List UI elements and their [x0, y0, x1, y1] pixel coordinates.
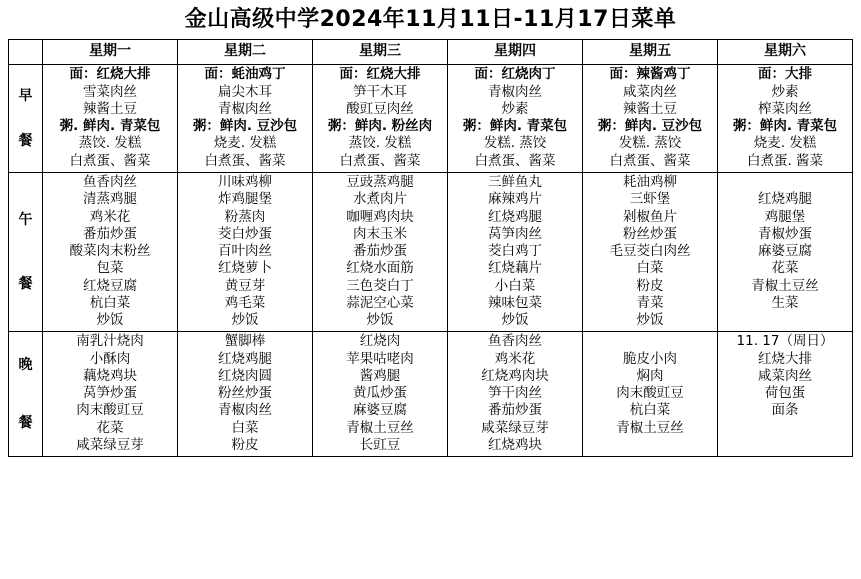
menu-item: 酱鸡腿	[359, 367, 401, 384]
menu-item: 笋干木耳	[353, 83, 407, 100]
menu-item: 青椒肉丝	[488, 83, 542, 100]
header-thursday: 星期四	[448, 40, 583, 65]
menu-item: 笋干肉丝	[488, 385, 542, 402]
menu-item: 肉末玉米	[353, 225, 407, 242]
menu-item: 红烧鸡腿	[488, 208, 542, 225]
menu-item: 麻婆豆腐	[758, 243, 812, 260]
menu-cell	[43, 65, 178, 173]
header-wednesday: 星期三	[313, 40, 448, 65]
menu-item: 红烧鸡块	[488, 436, 542, 453]
menu-item: 花菜	[96, 419, 124, 436]
menu-item: 蟹脚棒	[224, 333, 266, 350]
menu-item: 耗油鸡柳	[623, 173, 677, 190]
menu-item: 辣酱土豆	[83, 100, 137, 117]
menu-cell	[178, 172, 313, 331]
menu-item: 咸菜肉丝	[623, 83, 677, 100]
menu-item: 粉皮	[231, 436, 259, 453]
menu-item: 荷包蛋	[764, 385, 806, 402]
page-title: 金山高级中学2024年11月11日-11月17日菜单	[184, 7, 677, 32]
menu-item: 红烧肉圆	[218, 367, 272, 384]
menu-item: 粉皮	[636, 277, 664, 294]
menu-item: 酸菜肉末粉丝	[69, 243, 151, 260]
header-friday: 星期五	[583, 40, 718, 65]
menu-item: 红烧水面筋	[346, 260, 414, 277]
menu-item: 酸豇豆肉丝	[346, 100, 414, 117]
menu-item: 三色茭白丁	[346, 277, 414, 294]
menu-item: 烧麦. 发糕	[753, 135, 817, 152]
menu-item	[585, 333, 715, 350]
menu-item: 鱼香肉丝	[488, 333, 542, 350]
menu-item: 白煮蛋、酱菜	[69, 152, 151, 169]
menu-item: 雪菜肉丝	[83, 83, 137, 100]
menu-item: 青椒肉丝	[218, 100, 272, 117]
menu-item: 红烧藕片	[488, 260, 542, 277]
meal-label-char: 早	[18, 87, 33, 104]
menu-item: 咸菜肉丝	[758, 367, 812, 384]
menu-item: 炸鸡腿堡	[218, 191, 272, 208]
menu-item: 白煮蛋、酱菜	[339, 152, 421, 169]
menu-item: 粉丝炒蛋	[623, 225, 677, 242]
menu-item: 粥：鲜肉. 豆沙包	[192, 118, 298, 135]
menu-item: 红烧鸡腿	[758, 191, 812, 208]
menu-item: 青菜	[636, 294, 664, 311]
menu-item: 茭白炒蛋	[218, 225, 272, 242]
menu-cell	[718, 65, 853, 173]
menu-item	[720, 312, 850, 329]
menu-item: 炒饭	[96, 312, 124, 329]
menu-item: 鸡米花	[89, 208, 131, 225]
menu-item: 粥：鲜肉. 青菜包	[462, 118, 568, 135]
menu-item: 番茄炒蛋	[488, 402, 542, 419]
menu-item: 莴笋肉丝	[488, 225, 542, 242]
menu-item: 青椒炒蛋	[758, 225, 812, 242]
menu-item: 三鲜鱼丸	[488, 173, 542, 190]
menu-item: 青椒土豆丝	[346, 419, 414, 436]
menu-item: 面：蚝油鸡丁	[204, 66, 286, 83]
menu-item: 炒饭	[501, 312, 529, 329]
menu-item: 生菜	[771, 294, 799, 311]
table-body	[9, 65, 853, 457]
menu-item: 11. 17（周日）	[736, 333, 834, 350]
menu-item: 粥：鲜肉. 豆沙包	[597, 118, 703, 135]
menu-item: 鸡米花	[494, 350, 536, 367]
menu-item: 蒸饺. 发糕	[348, 135, 412, 152]
menu-item: 辣味包菜	[488, 294, 542, 311]
menu-item: 蒸饺. 发糕	[78, 135, 142, 152]
menu-item: 炒素	[501, 100, 529, 117]
menu-item	[720, 174, 850, 191]
menu-item: 红烧豆腐	[83, 277, 137, 294]
menu-item: 发糕. 蒸饺	[618, 135, 682, 152]
menu-item: 咸菜绿豆芽	[76, 436, 144, 453]
menu-item: 鸡腿堡	[764, 208, 806, 225]
menu-item: 剁椒鱼片	[623, 208, 677, 225]
menu-item: 面：红烧肉丁	[474, 66, 556, 83]
menu-item: 花菜	[771, 260, 799, 277]
menu-item: 包菜	[96, 260, 124, 277]
menu-item	[585, 437, 715, 454]
menu-item: 藕烧鸡块	[83, 367, 137, 384]
menu-cell	[178, 65, 313, 173]
menu-item: 水煮肉片	[353, 191, 407, 208]
menu-item: 脆皮小肉	[623, 350, 677, 367]
menu-item: 清蒸鸡腿	[83, 191, 137, 208]
menu-item: 肉末酸豇豆	[616, 385, 684, 402]
meal-label-char: 餐	[18, 415, 33, 432]
menu-item: 杭白菜	[629, 402, 671, 419]
menu-item: 白煮蛋、酱菜	[204, 152, 286, 169]
menu-item: 粉丝炒蛋	[218, 385, 272, 402]
menu-item: 红烧鸡腿	[218, 350, 272, 367]
menu-cell	[718, 172, 853, 331]
menu-item: 粥. 鲜肉. 青菜包	[59, 118, 161, 135]
menu-item: 红烧鸡肉块	[481, 367, 549, 384]
meal-label-char: 午	[18, 211, 33, 228]
menu-item: 青椒土豆丝	[616, 419, 684, 436]
menu-item: 莴笋炒蛋	[83, 385, 137, 402]
menu-item: 面：辣酱鸡丁	[609, 66, 691, 83]
menu-item: 杭白菜	[89, 294, 131, 311]
menu-item: 炒素	[771, 83, 799, 100]
meal-label-dinner	[9, 332, 43, 457]
menu-cell	[583, 172, 718, 331]
menu-item: 青椒肉丝	[218, 402, 272, 419]
menu-item: 面：大排	[758, 66, 812, 83]
meal-row-dinner	[9, 332, 853, 457]
menu-item: 红烧大排	[758, 350, 812, 367]
menu-cell	[313, 65, 448, 173]
menu-item: 发糕. 蒸饺	[483, 135, 547, 152]
menu-item: 毛豆茭白肉丝	[609, 243, 691, 260]
menu-item: 南乳汁烧肉	[76, 333, 144, 350]
menu-item: 麻婆豆腐	[353, 402, 407, 419]
menu-item: 扁尖木耳	[218, 83, 272, 100]
menu-cell	[583, 65, 718, 173]
menu-item: 粥：鲜肉. 粉丝肉	[327, 118, 433, 135]
menu-item: 小酥肉	[89, 350, 131, 367]
menu-item: 炒饭	[231, 312, 259, 329]
menu-item	[720, 437, 850, 454]
menu-item: 粥：鲜肉. 青菜包	[732, 118, 838, 135]
menu-item: 番茄炒蛋	[83, 225, 137, 242]
menu-item: 白煮蛋. 酱菜	[746, 152, 824, 169]
menu-item: 红烧萝卜	[218, 260, 272, 277]
meal-label-lunch	[9, 172, 43, 331]
menu-item: 番茄炒蛋	[353, 243, 407, 260]
menu-item: 咖喱鸡肉块	[346, 208, 414, 225]
header-corner	[9, 40, 43, 65]
menu-item: 面：红烧大排	[339, 66, 421, 83]
menu-item: 川味鸡柳	[218, 173, 272, 190]
menu-cell	[448, 65, 583, 173]
menu-item: 白煮蛋、酱菜	[609, 152, 691, 169]
menu-item: 炒饭	[636, 312, 664, 329]
menu-table	[8, 39, 853, 457]
meal-row-breakfast	[9, 65, 853, 173]
menu-item: 白煮蛋、酱菜	[474, 152, 556, 169]
menu-item: 小白菜	[494, 277, 536, 294]
header-monday: 星期一	[43, 40, 178, 65]
menu-item: 烧麦. 发糕	[213, 135, 277, 152]
header-saturday: 星期六	[718, 40, 853, 65]
menu-item: 红烧肉	[359, 333, 401, 350]
meal-label-char: 餐	[18, 132, 33, 149]
menu-item: 辣酱土豆	[623, 100, 677, 117]
meal-label-breakfast	[9, 65, 43, 173]
menu-item: 青椒土豆丝	[751, 277, 819, 294]
menu-item: 茭白鸡丁	[488, 243, 542, 260]
menu-item: 面条	[771, 402, 799, 419]
menu-cell	[448, 332, 583, 457]
meal-row-lunch	[9, 172, 853, 331]
meal-label-char: 餐	[18, 276, 33, 293]
menu-item: 咸菜绿豆芽	[481, 419, 549, 436]
menu-cell	[313, 332, 448, 457]
menu-item: 肉末酸豇豆	[76, 402, 144, 419]
menu-item: 炒饭	[366, 312, 394, 329]
menu-item: 麻辣鸡片	[488, 191, 542, 208]
menu-item: 鸡毛菜	[224, 294, 266, 311]
menu-item: 白菜	[231, 419, 259, 436]
menu-cell	[313, 172, 448, 331]
menu-item: 百叶肉丝	[218, 243, 272, 260]
menu-item: 苹果咕咾肉	[346, 350, 414, 367]
menu-item	[720, 420, 850, 437]
menu-item: 黄豆芽	[224, 277, 266, 294]
menu-item: 豆豉蒸鸡腿	[346, 173, 414, 190]
menu-cell	[43, 172, 178, 331]
menu-cell	[178, 332, 313, 457]
menu-item: 粉蒸肉	[224, 208, 266, 225]
menu-item: 蒜泥空心菜	[346, 294, 414, 311]
menu-item: 白菜	[636, 260, 664, 277]
header-tuesday: 星期二	[178, 40, 313, 65]
menu-cell	[718, 332, 853, 457]
menu-item: 鱼香肉丝	[83, 173, 137, 190]
menu-item: 三虾堡	[629, 191, 671, 208]
menu-item: 榨菜肉丝	[758, 100, 812, 117]
menu-cell	[448, 172, 583, 331]
menu-item: 面：红烧大排	[69, 66, 151, 83]
menu-cell	[583, 332, 718, 457]
menu-item: 焖肉	[636, 367, 664, 384]
table-header-row	[9, 40, 853, 65]
menu-cell	[43, 332, 178, 457]
meal-label-char: 晚	[18, 356, 33, 373]
menu-item: 长豇豆	[359, 436, 401, 453]
menu-item: 黄瓜炒蛋	[353, 385, 407, 402]
